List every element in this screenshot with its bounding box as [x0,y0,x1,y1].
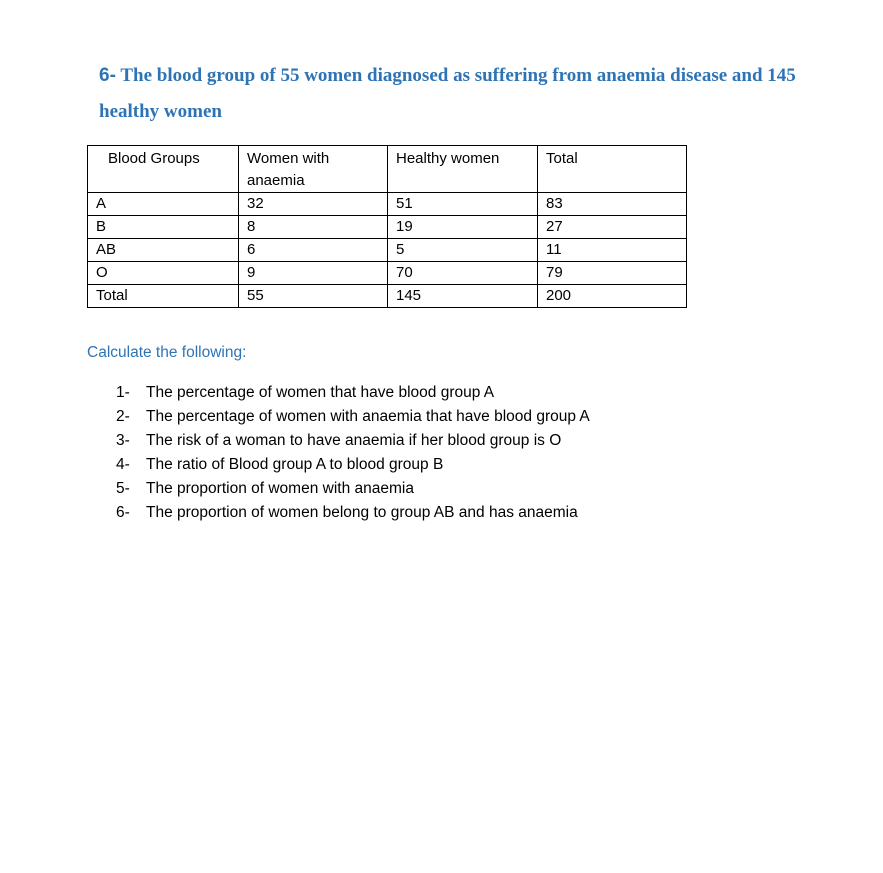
list-item [116,477,590,501]
table-row [88,193,687,216]
item-number: 4- [116,456,130,473]
header-women-with-anaemia: Women with anaemia [239,146,388,193]
table-row [88,216,687,239]
row-label: Total [88,285,239,308]
item-number: 3- [116,432,130,449]
table-row [88,239,687,262]
question-text: The blood group of 55 women diagnosed as suffering from anaemia disease and 145 healthy women [99,65,796,122]
cell-anaemia: 9 [239,262,388,285]
list-item [116,381,590,405]
item-text: The percentage of women that have blood group A [146,384,495,401]
cell-total: 27 [538,216,687,239]
cell-total: 11 [538,239,687,262]
item-number: 5- [116,480,130,497]
header-healthy-women: Healthy women [388,146,538,193]
table-row [88,262,687,285]
row-label: O [88,262,239,285]
cell-healthy: 5 [388,239,538,262]
list-item [116,453,590,477]
cell-total: 83 [538,193,687,216]
item-text: The ratio of Blood group A to blood group B [146,456,444,473]
header-total: Total [538,146,687,193]
row-label: AB [88,239,239,262]
row-label: A [88,193,239,216]
cell-total: 200 [538,285,687,308]
header-blood-groups: Blood Groups [88,146,239,193]
item-text: The percentage of women with anaemia that have blood group A [146,408,590,425]
calculation-list [116,381,590,525]
item-text: The proportion of women with anaemia [146,480,414,497]
table-total-row [88,285,687,308]
cell-anaemia: 6 [239,239,388,262]
cell-anaemia: 8 [239,216,388,239]
blood-group-table [87,145,687,308]
cell-anaemia: 55 [239,285,388,308]
item-number: 6- [116,504,130,521]
item-text: The risk of a woman to have anaemia if her blood group is O [146,432,562,449]
item-number: 2- [116,408,130,425]
cell-healthy: 51 [388,193,538,216]
cell-healthy: 145 [388,285,538,308]
row-label: B [88,216,239,239]
item-text: The proportion of women belong to group AB and has anaemia [146,504,578,521]
cell-anaemia: 32 [239,193,388,216]
calculate-title: Calculate the following: [87,344,247,361]
question-number: 6- [99,65,116,86]
cell-healthy: 70 [388,262,538,285]
table-header-row [88,146,687,193]
cell-healthy: 19 [388,216,538,239]
list-item [116,501,590,525]
list-item [116,429,590,453]
list-item [116,405,590,429]
question-heading [99,58,859,130]
item-number: 1- [116,384,130,401]
cell-total: 79 [538,262,687,285]
